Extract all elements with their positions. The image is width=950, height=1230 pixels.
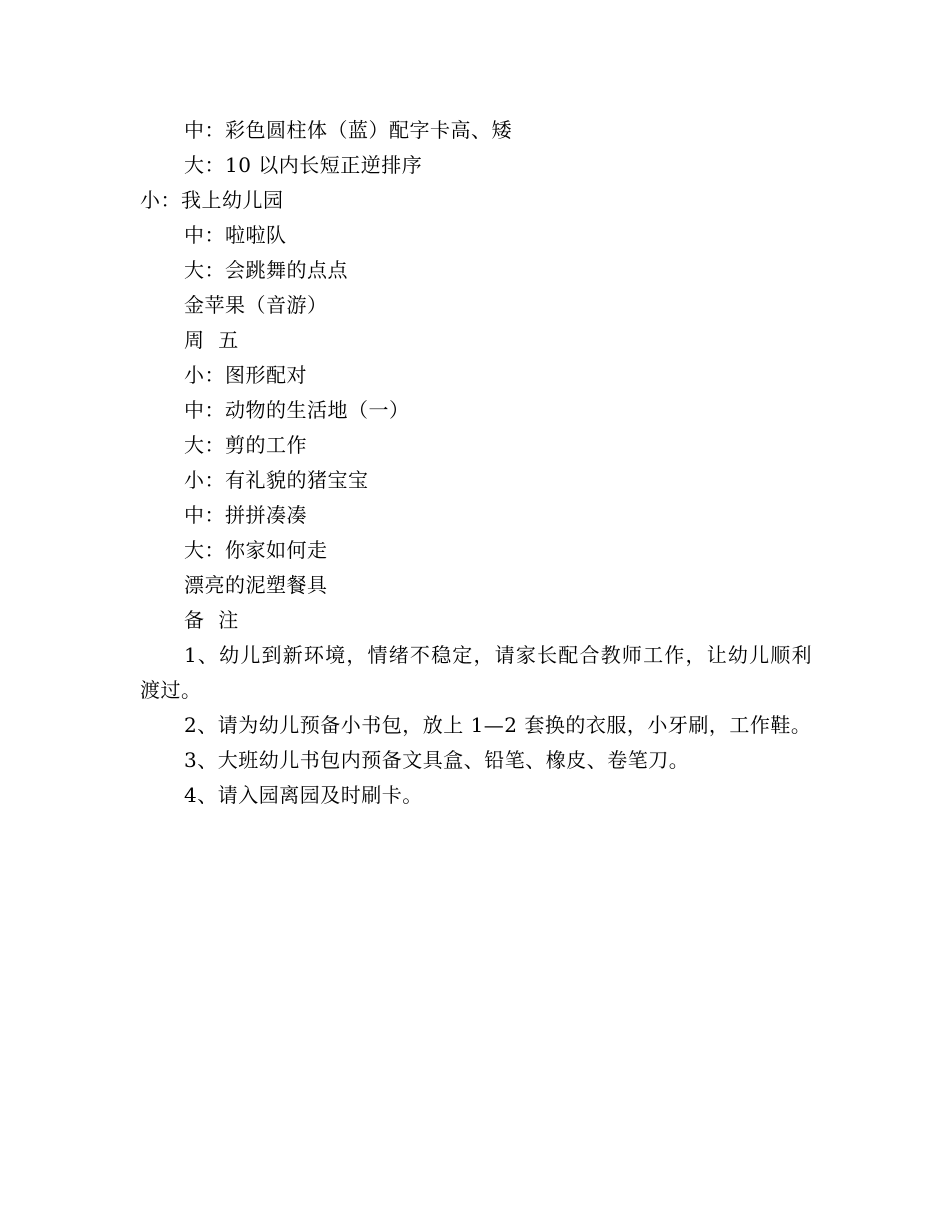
note-paragraph-1: 1、幼儿到新环境，情绪不稳定，请家长配合教师工作，让幼儿顺利渡过。 (140, 643, 812, 702)
schedule-line-clay-tableware: 漂亮的泥塑餐具 (184, 573, 328, 597)
schedule-line-middle-habitat: 中：动物的生活地（一） (184, 398, 410, 422)
document-body (140, 113, 812, 813)
schedule-line-small-piglet: 小：有礼貌的猪宝宝 (184, 468, 369, 492)
schedule-line-large-sorting: 大：10 以内长短正逆排序 (184, 153, 423, 177)
schedule-line-small-shapes: 小：图形配对 (184, 363, 307, 387)
notes-heading: 备 注 (184, 608, 239, 632)
note-paragraph-4: 4、请入园离园及时刷卡。 (184, 783, 423, 807)
schedule-line-small-kindergarten: 小：我上幼儿园 (140, 188, 284, 212)
day-heading-friday: 周 五 (184, 328, 239, 352)
note-paragraph-3: 3、大班幼儿书包内预备文具盒、铅笔、橡皮、卷笔刀。 (184, 748, 690, 772)
schedule-line-music-game: 金苹果（音游） (184, 293, 328, 317)
schedule-line-middle-cheer: 中：啦啦队 (184, 223, 287, 247)
note-paragraph-2: 2、请为幼儿预备小书包，放上 1—2 套换的衣服，小牙刷，工作鞋。 (184, 713, 812, 737)
schedule-line-middle-cylinder: 中：彩色圆柱体（蓝）配字卡高、矮 (184, 118, 512, 142)
schedule-line-large-cutting: 大：剪的工作 (184, 433, 307, 457)
schedule-line-large-dots: 大：会跳舞的点点 (184, 258, 348, 282)
schedule-line-large-route: 大：你家如何走 (184, 538, 328, 562)
schedule-line-middle-puzzle: 中：拼拼凑凑 (184, 503, 307, 527)
